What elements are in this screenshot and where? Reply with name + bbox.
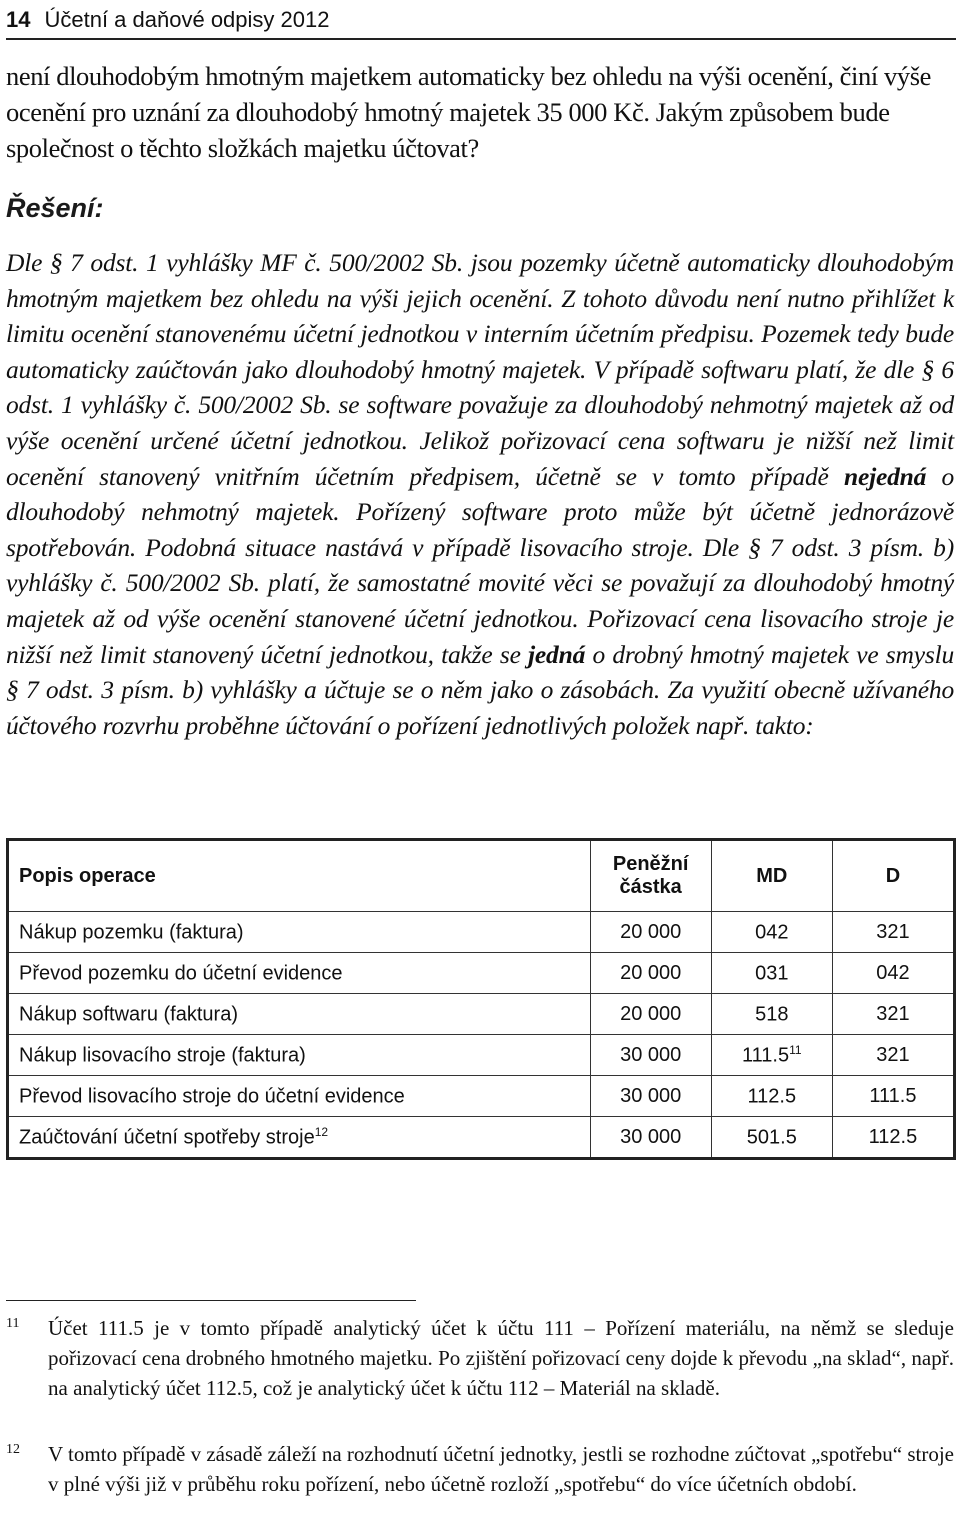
table-row	[8, 994, 955, 1035]
row-description: Nákup lisovacího stroje (faktura)	[8, 1035, 591, 1076]
solution-text-1: Dle § 7 odst. 1 vyhlášky MF č. 500/2002 Sb. jsou pozemky účetně automaticky dlouhodobým hmotným majetkem bez ohledu na výši jejich ocenění. Z tohoto důvodu není nutno přihlížet k limitu ocenění stanovenému účetní jednotkou v interním účetním předpisu. Pozemek tedy bude automaticky zaúčtován jako dlouhodobý hmotný majetek. V případě softwaru platí, že dle § 6 odst. 1 vyhlášky č. 500/2002 Sb. se software považuje za dlouhodobý nehmotný majetek až od výše ocenění určené účetní jednotkou. Jelikož pořizovací cena softwaru je nižší než limit ocenění stanovený vnitřním účetním předpisem, účetně se v tomto případě	[6, 248, 954, 491]
header-d: D	[832, 840, 954, 912]
row-md: 112.5	[711, 1076, 832, 1117]
header-amount: Peněžní částka	[590, 840, 711, 912]
row-d: 111.5	[832, 1076, 954, 1117]
row-md: 042	[711, 912, 832, 953]
header-md: MD	[711, 840, 832, 912]
row-d: 112.5	[832, 1117, 954, 1159]
solution-text-3: o drobný hmotný majetek ve smyslu § 7 odst. 3 písm. b) vyhlášky a účtuje se o něm jako o zásobách. Za využití obecně užívaného účtového rozvrhu proběhne účtování o pořízení jednotlivých položek např. takto:	[6, 639, 955, 740]
footnote-text: Účet 111.5 je v tomto případě analytický účet k účtu 111 – Pořízení materiálu, na němž se sleduje pořizovací cena drobného hmotného majetku. Po zjištění pořizovací ceny dojde k převodu „na sklad“, např. na analytický účet 112.5, což je analytický účet k účtu 112 – Materiál na skladě.	[48, 1316, 954, 1400]
running-header	[6, 2, 956, 40]
footnote-11	[6, 1313, 954, 1403]
solution-emphasis-1: nejedná	[843, 461, 927, 491]
running-title: Účetní a daňové odpisy 2012	[44, 7, 330, 32]
footnote-divider	[6, 1300, 416, 1301]
row-md: 518	[711, 994, 832, 1035]
row-description: Zaúčtování účetní spotřeby stroje$^{12}$	[8, 1117, 591, 1159]
footnote-ref-12: 12	[314, 1124, 329, 1139]
row-amount: 30 000	[590, 1076, 711, 1117]
row-md: 031	[711, 953, 832, 994]
solution-heading: Řešení:	[6, 193, 104, 223]
table-row	[8, 1035, 955, 1076]
row-description: Převod pozemku do účetní evidence	[8, 953, 591, 994]
footnote-ref-11: 11	[789, 1042, 802, 1057]
table-header-row	[8, 840, 955, 912]
solution-paragraph	[6, 245, 954, 743]
row-d: 321	[832, 912, 954, 953]
row-d: 321	[832, 994, 954, 1035]
row-d: 042	[832, 953, 954, 994]
row-d: 321	[832, 1035, 954, 1076]
table-row	[8, 1117, 955, 1159]
row-md: 111.5$^{11}$	[711, 1035, 832, 1076]
accounting-table	[6, 838, 956, 1160]
table-row	[8, 1076, 955, 1117]
row-amount: 30 000	[590, 1035, 711, 1076]
footnote-number: 11	[6, 1316, 20, 1331]
row-md: 501.5	[711, 1117, 832, 1159]
row-amount: 20 000	[590, 912, 711, 953]
row-amount: 30 000	[590, 1117, 711, 1159]
footnote-text: V tomto případě v zásadě záleží na rozhodnutí účetní jednotky, jestli se rozhodne zúčtovat „spotřebu“ stroje v plné výši již v průběhu roku pořízení, nebo účetně rozloží „spotřebu“ do více účetních období.	[48, 1442, 954, 1496]
page-number: 14	[6, 7, 31, 32]
row-description: Nákup softwaru (faktura)	[8, 994, 591, 1035]
footnote-12	[6, 1439, 954, 1499]
intro-paragraph: není dlouhodobým hmotným majetkem automaticky bez ohledu na výši ocenění, činí výše ocenění pro uznání za dlouhodobý hmotný majetek 35 000 Kč. Jakým způsobem bude společnost o těchto složkách majetku účtovat?	[6, 61, 932, 163]
table-row	[8, 912, 955, 953]
header-description: Popis operace	[8, 840, 591, 912]
solution-emphasis-2: jedná	[528, 639, 586, 669]
solution-text-2: o dlouhodobý nehmotný majetek. Pořízený software proto může být účetně jednorázově spotřebován. Podobná situace nastává v případě lisovacího stroje. Dle § 7 odst. 3 písm. b) vyhlášky č. 500/2002 Sb. platí, že samostatné movité věci se považují za dlouhodobý hmotný majetek až od výše ocenění stanovené účetní jednotkou. Pořizovací cena lisovacího stroje je nižší než limit stanovený účetní jednotkou, takže se	[6, 461, 954, 669]
row-description: Nákup pozemku (faktura)	[8, 912, 591, 953]
row-amount: 20 000	[590, 953, 711, 994]
footnote-number: 12	[6, 1442, 20, 1457]
row-amount: 20 000	[590, 994, 711, 1035]
table-row	[8, 953, 955, 994]
row-description: Převod lisovacího stroje do účetní evidence	[8, 1076, 591, 1117]
